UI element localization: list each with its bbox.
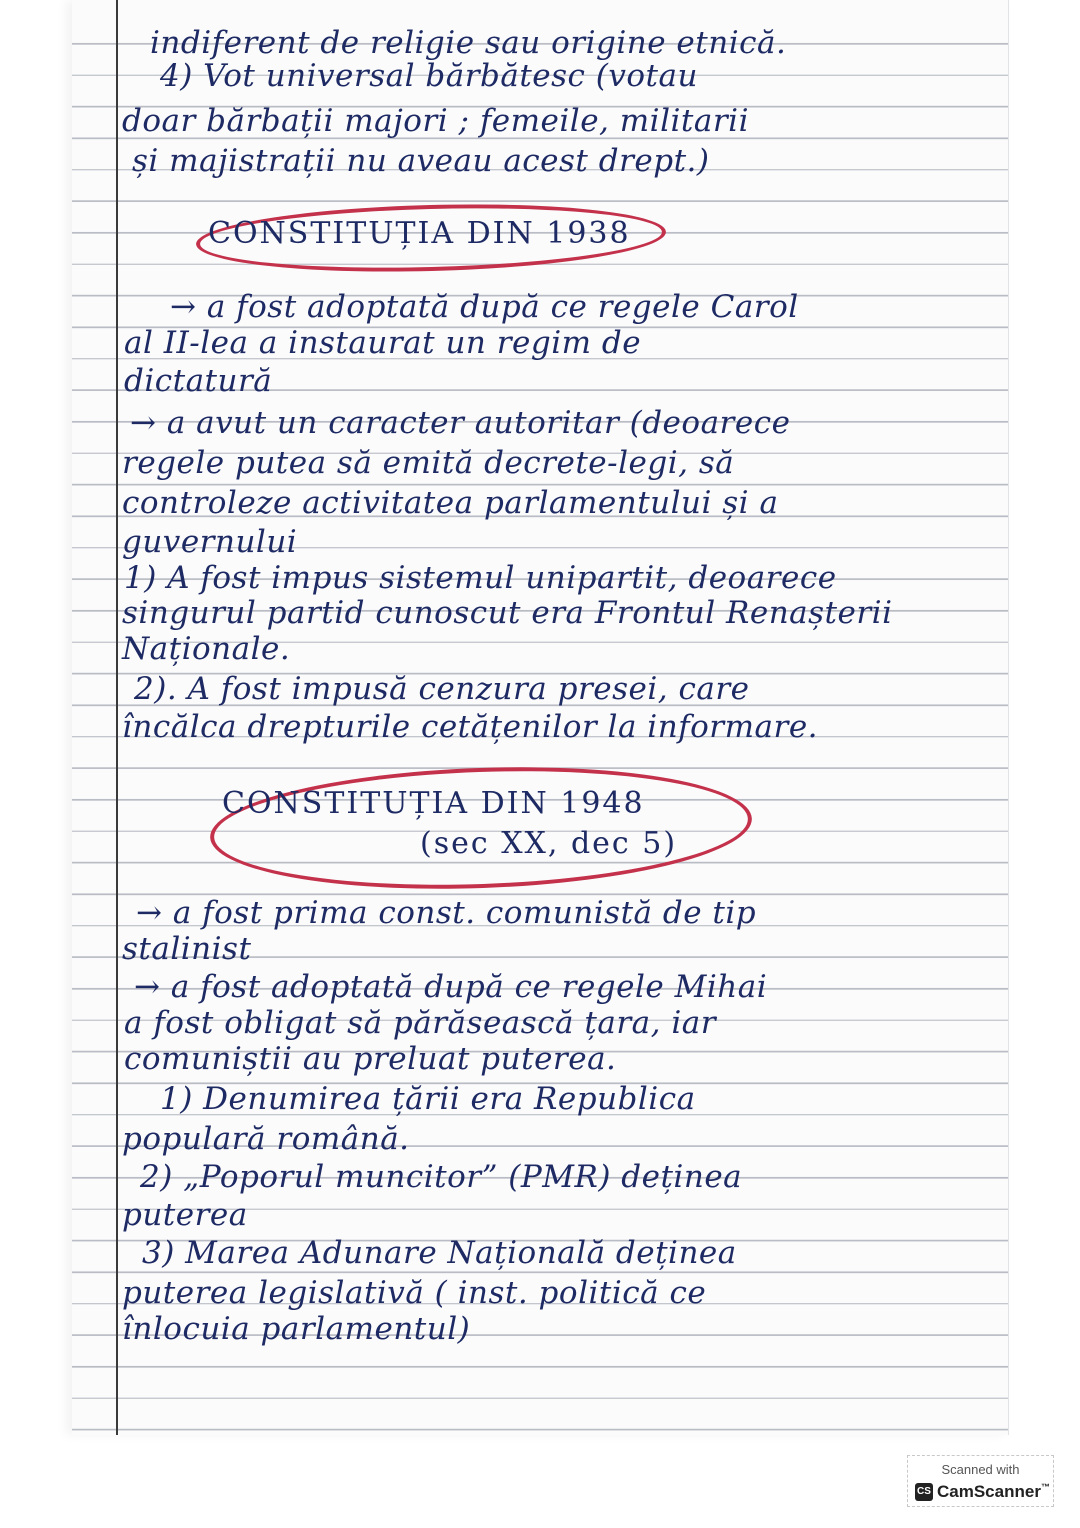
text-line: înlocuia parlamentul) [122,1311,471,1347]
text-line: încălca drepturile cetățenilor la informare. [122,709,819,745]
text-line: 2). A fost impusă cenzura presei, care [134,671,750,707]
text-line: → a fost adoptată după ce regele Mihai [134,969,768,1005]
text-line: → a fost prima const. comunistă de tip [136,895,757,931]
text-line: 3) Marea Adunare Națională deținea [142,1235,737,1271]
text-line: și majistrații nu aveau acest drept.) [132,143,710,179]
watermark-brand-name: CamScanner [937,1482,1041,1501]
text-line: 4) Vot universal bărbătesc (votau [160,58,698,94]
heading-1948-subtitle: (sec XX, dec 5) [420,826,678,861]
text-line: singurul partid cunoscut era Frontul Renașterii [122,595,893,631]
text-line: indiferent de religie sau origine etnică. [150,25,787,61]
text-line: populară română. [122,1121,410,1157]
text-line: doar bărbații majori ; femeile, militarii [122,103,749,139]
heading-1948: CONSTITUȚIA DIN 1948 [222,786,645,821]
text-line: dictatură [124,363,273,399]
text-line: comuniștii au preluat puterea. [124,1041,617,1077]
watermark-caption: Scanned with [941,1462,1020,1477]
text-line: puterea legislativă ( inst. politică ce [122,1275,707,1311]
text-line: puterea [122,1197,248,1233]
text-line: al II-lea a instaurat un regim de [124,325,642,361]
heading-1938: CONSTITUȚIA DIN 1938 [208,216,631,251]
text-line: stalinist [122,931,252,967]
watermark-tm: ™ [1040,1482,1050,1492]
text-line: 2) „Poporul muncitor” (PMR) deținea [140,1159,743,1195]
camscanner-watermark [907,1455,1054,1507]
text-line: guvernului [122,524,298,560]
text-line: controleze activitatea parlamentului și a [122,485,779,521]
text-line: → a avut un caracter autoritar (deoarece [130,405,791,441]
text-line: regele putea să emită decrete-legi, să [122,445,735,481]
margin-line [116,0,118,1435]
camscanner-logo-icon: CS [915,1483,933,1501]
text-line: Naționale. [122,631,291,667]
text-line: 1) A fost impus sistemul unipartit, deoarece [124,560,837,596]
text-line: → a fost adoptată după ce regele Carol [170,289,799,325]
text-line: 1) Denumirea țării era Republica [160,1081,696,1117]
text-line: a fost obligat să părăsească țara, iar [124,1005,717,1041]
watermark-brand [937,1482,1050,1502]
